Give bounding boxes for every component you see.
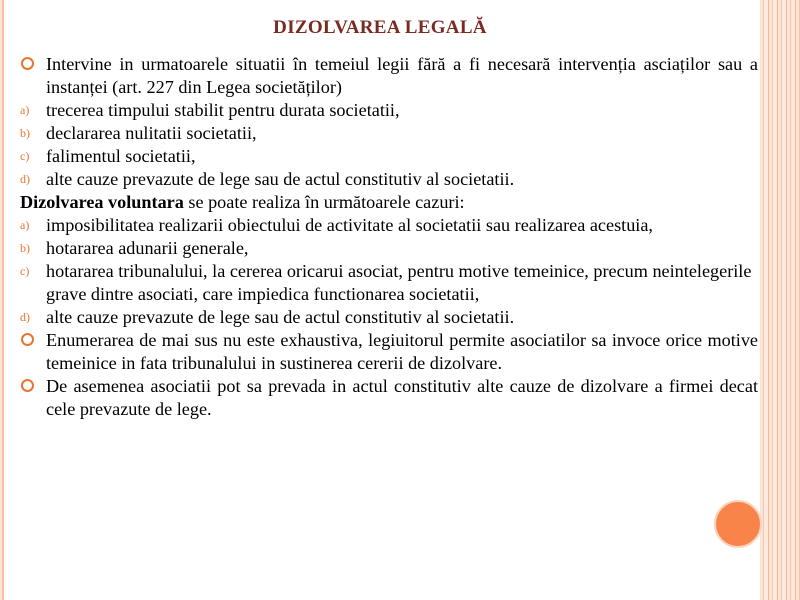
list-item — [20, 214, 758, 237]
list-marker: d) — [20, 172, 30, 186]
list-item-text: hotararea tribunalului, la cererea oricarui asociat, pentru motive temeinice, precum neintelegerile grave dintre asociati, care impiedica functionarea societatii, — [46, 261, 752, 304]
list-item — [20, 237, 758, 260]
left-stripe-decoration — [0, 0, 4, 600]
list-item — [20, 122, 758, 145]
emphasis-text: Dizolvarea voluntara — [20, 192, 184, 212]
slide-title: DIZOLVAREA LEGALĂ — [273, 17, 487, 38]
bullet-text: Enumerarea de mai sus nu este exhaustiva, legiuitorul permite asociatilor sa invoce orice motive temeinice in fata tribunalului in sustinerea cererii de dizolvare. — [46, 330, 758, 373]
list-item-text: alte cauze prevazute de lege sau de actul constitutiv al societatii. — [46, 169, 515, 189]
paragraph — [20, 191, 758, 214]
list-item-text: hotararea adunarii generale, — [46, 238, 249, 258]
bullet-item — [20, 53, 758, 99]
list-item — [20, 306, 758, 329]
list-item-text: declararea nulitatii societatii, — [46, 123, 257, 143]
right-stripe-decoration — [760, 0, 800, 600]
list-item — [20, 99, 758, 122]
bullet-text: Intervine in urmatoarele situatii în temeiul legii fără a fi necesară intervenția asciaților sau a instanței (art. 227 din Legea societăților) — [46, 54, 758, 97]
list-item-text: trecerea timpului stabilit pentru durata societatii, — [46, 100, 400, 120]
list-marker: c) — [20, 149, 30, 163]
list-marker: b) — [20, 126, 30, 140]
list-marker: d) — [20, 310, 30, 324]
list-marker: a) — [20, 103, 30, 117]
orange-circle-decoration — [714, 500, 762, 548]
bullet-text: De asemenea asociatii pot sa prevada in actul constitutiv alte cauze de dizolvare a firmei decat cele prevazute de lege. — [46, 376, 758, 419]
bullet-item — [20, 375, 758, 421]
list-item-text: alte cauze prevazute de lege sau de actul constitutiv al societatii. — [46, 307, 515, 327]
list-item — [20, 145, 758, 168]
ring-bullet-icon — [21, 57, 34, 70]
list-item — [20, 260, 758, 306]
ring-bullet-icon — [21, 333, 34, 346]
list-item-text: imposibilitatea realizarii obiectului de activitate al societatii sau realizarea acestuia, — [46, 215, 653, 235]
list-marker: a) — [20, 218, 30, 232]
list-item-text: falimentul societatii, — [46, 146, 196, 166]
paragraph-text: se poate realiza în următoarele cazuri: — [183, 192, 465, 212]
ring-bullet-icon — [21, 379, 34, 392]
list-marker: c) — [20, 264, 30, 278]
list-item — [20, 168, 758, 191]
bullet-item — [20, 329, 758, 375]
slide-content — [20, 53, 758, 421]
list-marker: b) — [20, 241, 30, 255]
